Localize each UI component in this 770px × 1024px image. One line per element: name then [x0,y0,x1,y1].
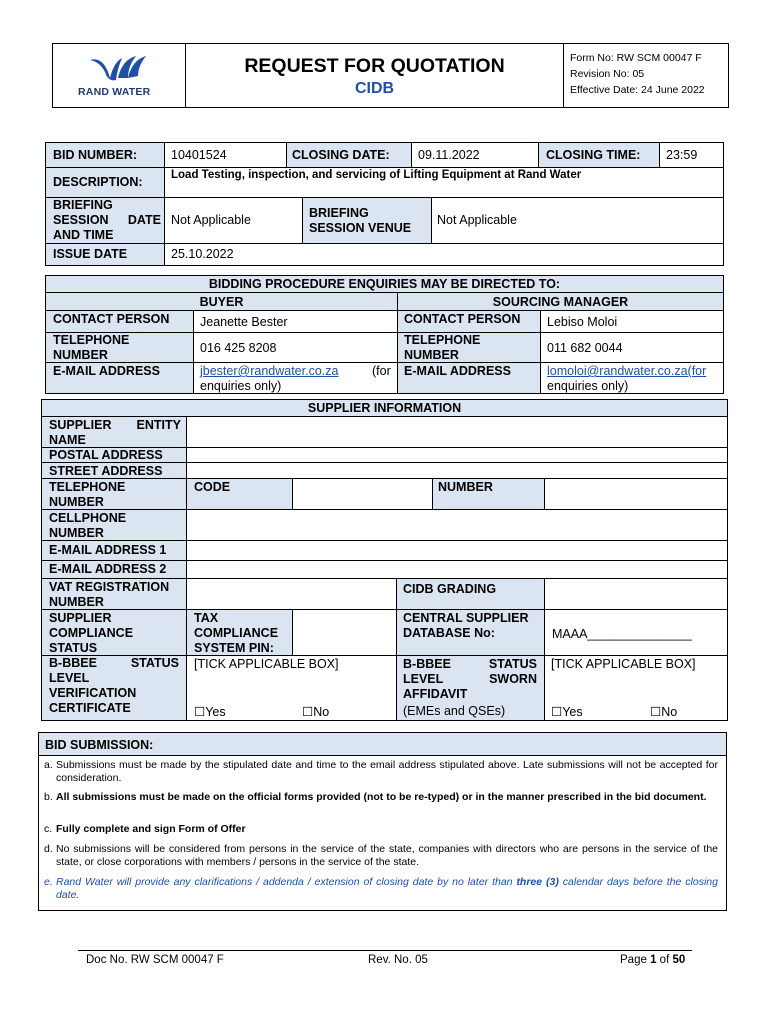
page-title: REQUEST FOR QUOTATION [244,55,505,77]
bid-number-value: 10401524 [171,148,227,162]
bbbee-label: B-BBEE STATUS LEVEL VERIFICATION CERTIFICATE [49,656,179,715]
affidavit-note: (EMEs and QSEs) [403,704,506,718]
street-address-field[interactable] [187,463,727,478]
buyer-email-note: enquiries only) [200,379,282,393]
footer-revision: Rev. No. 05 [368,954,428,966]
briefing-value: Not Applicable [171,213,251,227]
item-b-letter: b. [44,791,53,803]
briefing-label: BRIEFING SESSION DATE AND TIME [53,198,161,242]
item-c: Fully complete and sign Form of Offer [56,823,246,835]
footer-doc-number: Doc No. RW SCM 00047 F [86,954,224,966]
cidb-field[interactable] [545,579,727,609]
divider [563,43,564,108]
item-e [56,876,718,902]
item-a-letter: a. [44,759,53,771]
logo-text: RAND WATER [78,86,151,98]
entity-name-field[interactable] [187,417,727,447]
tel-code-field[interactable] [293,479,432,509]
tax-pin-label: TAX COMPLIANCE SYSTEM PIN: [194,611,279,655]
cell-label: CELLPHONE NUMBER [49,511,127,540]
affidavit-no-checkbox[interactable]: ☐No [650,705,678,719]
buyer-tel-label: TELEPHONE NUMBER [53,333,130,362]
buyer-email-label: E-MAIL ADDRESS [53,364,160,378]
email1-field[interactable] [187,541,727,560]
submission-title: BID SUBMISSION: [45,738,154,752]
logo-mark-icon [70,52,170,86]
page-of: of [659,954,670,966]
csd-label: CENTRAL SUPPLIER DATABASE No: [403,611,529,640]
closing-time-value: 23:59 [666,148,698,162]
closing-time-label: CLOSING TIME: [546,148,641,162]
postal-label: POSTAL ADDRESS [49,448,163,462]
effective-date: Effective Date: 24 June 2022 [570,84,705,96]
item-e-text-end: calendar days before the closing date. [56,876,718,901]
issue-date-label: ISSUE DATE [53,247,128,261]
item-a: Submissions must be made by the stipulated date and time to the email address stipulated above. Late submissions will not be accepted for consideration. [56,759,718,784]
email1-label: E-MAIL ADDRESS 1 [49,543,167,557]
footer-rule [78,950,692,951]
bbbee-tick-instruction: [TICK APPLICABLE BOX] [194,657,339,671]
affidavit-tick-instruction: [TICK APPLICABLE BOX] [551,657,696,671]
csd-field[interactable]: MAAA_______________ [552,627,692,641]
buyer-name: Jeanette Bester [200,315,288,329]
rand-water-logo [70,52,170,102]
bbbee-yes-checkbox[interactable]: ☐Yes [194,705,226,719]
item-d: No submissions will be considered from persons in the service of the state, companies with directors who are persons in the service of the state, or close corporations with members / persons in the service of the state. [56,843,718,868]
buyer-contact-label: CONTACT PERSON [53,312,170,326]
sm-email-link[interactable]: lomoloi@randwater.co.za(for [547,364,707,378]
closing-date-label: CLOSING DATE: [292,148,390,162]
sm-tel: 011 682 0044 [547,341,623,355]
page-subtitle: CIDB [354,80,395,97]
postal-address-field[interactable] [187,448,727,462]
buyer-tel: 016 425 8208 [200,341,277,355]
item-d-letter: d. [44,843,53,855]
cidb-label: CIDB GRADING [403,582,497,596]
enquiries-title: BIDDING PROCEDURE ENQUIRIES MAY BE DIRECTED TO: [208,277,561,291]
affidavit-yes-checkbox[interactable]: ☐Yes [551,705,583,719]
item-e-bold: three (3) [516,876,559,888]
compliance-label: SUPPLIER COMPLIANCE STATUS [49,611,134,655]
code-label: CODE [194,480,231,494]
sm-email-label: E-MAIL ADDRESS [404,364,511,378]
sm-tel-label: TELEPHONE NUMBER [404,333,481,362]
venue-label: BRIEFING SESSION VENUE [309,206,412,235]
item-e-text: Rand Water will provide any clarifications / addenda / extension of closing date by no later than [56,876,513,888]
street-label: STREET ADDRESS [49,464,163,478]
page-total: 50 [672,954,686,966]
closing-date-value: 09.11.2022 [418,148,480,162]
venue-value: Not Applicable [437,213,517,227]
email2-field[interactable] [187,561,727,578]
description-label: DESCRIPTION: [53,175,143,189]
form-number: Form No: RW SCM 00047 F [570,52,702,64]
bbbee-no-checkbox[interactable]: ☐No [302,705,330,719]
page-label: Page [620,954,647,966]
tax-pin-field[interactable] [293,610,396,655]
item-b: All submissions must be made on the official forms provided (not to be re-typed) or in the manner prescribed in the bid document. [56,791,707,803]
buyer-email-link[interactable]: jbester@randwater.co.za [200,364,339,378]
sm-email-note: enquiries only) [547,379,629,393]
entity-label: SUPPLIER ENTITY NAME [49,418,181,447]
description-value: Load Testing, inspection, and servicing of Lifting Equipment at Rand Water [171,169,582,181]
buyer-email-suffix: (for [372,364,391,378]
bid-number-label: BID NUMBER: [53,148,138,162]
supplier-title: SUPPLIER INFORMATION [307,401,462,415]
sm-name: Lebiso Moloi [547,315,618,329]
sourcing-manager-heading: SOURCING MANAGER [492,295,629,309]
email2-label: E-MAIL ADDRESS 2 [49,562,167,576]
item-c-letter: c. [44,823,53,835]
revision-number: Revision No: 05 [570,68,645,80]
number-label: NUMBER [438,480,493,494]
cellphone-field[interactable] [187,510,727,540]
footer-page [620,953,685,967]
page-current: 1 [650,954,657,966]
vat-label: VAT REGISTRATION NUMBER [49,580,170,609]
affidavit-label: B-BBEE STATUS LEVEL SWORN AFFIDAVIT [403,657,537,701]
tel-number-field[interactable] [545,479,727,509]
vat-field[interactable] [187,579,396,609]
tel-label: TELEPHONE NUMBER [49,480,126,509]
item-e-letter: e. [44,876,53,888]
issue-date-value: 25.10.2022 [171,247,234,261]
sm-contact-label: CONTACT PERSON [404,312,521,326]
buyer-heading: BUYER [199,295,244,309]
